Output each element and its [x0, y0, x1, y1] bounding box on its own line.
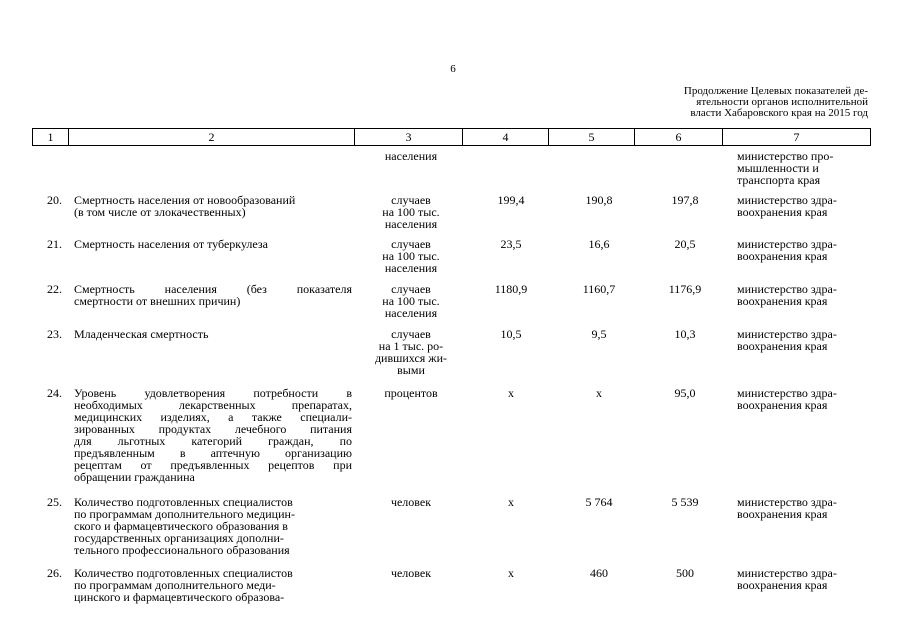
- responsible-line: воохранения края: [737, 205, 828, 219]
- indicator-name-line: рецептам от предъявленных рецептов при: [74, 458, 352, 472]
- column-header-4: 4: [463, 129, 549, 146]
- unit-line: случаев: [391, 193, 431, 207]
- indicator-name-line: необходимых лекарственных препаратах,: [74, 398, 352, 412]
- value-col6: 10,3: [674, 327, 696, 341]
- column-header-2: 2: [69, 129, 355, 146]
- column-header-row: [33, 129, 871, 146]
- indicator-name-line: Смертность населения от новообразований: [74, 193, 296, 207]
- unit-line: на 100 тыс.: [382, 205, 440, 219]
- responsible-body: [737, 238, 872, 262]
- responsible-line: воохранения края: [737, 294, 828, 308]
- value-col5: 1160,7: [582, 282, 616, 296]
- responsible-body: [737, 387, 872, 411]
- value-col4: 1180,9: [494, 282, 528, 296]
- unit-line: населения: [384, 217, 438, 231]
- unit: [364, 387, 458, 399]
- responsible-line: министерство здра-: [737, 282, 837, 296]
- indicator-name-line: государственных организациях дополни-: [74, 531, 284, 545]
- indicator-name-line: обращении гражданина: [74, 470, 195, 484]
- responsible-body: [737, 283, 872, 307]
- unit-line: человек: [390, 495, 432, 509]
- indicator-name-line: медицинских изделиях, а также специали-: [74, 410, 352, 424]
- row-number: 22.: [47, 282, 62, 296]
- row-number: 26.: [47, 566, 62, 580]
- responsible-line: воохранения края: [737, 507, 828, 521]
- value-col4: х: [508, 386, 514, 400]
- value-col5: 16,6: [588, 237, 610, 251]
- value-col4: 23,5: [500, 237, 522, 251]
- unit-line: человек: [390, 566, 432, 580]
- value-col5: 460: [590, 566, 608, 580]
- unit-line: выми: [397, 363, 425, 377]
- responsible-line: министерство здра-: [737, 237, 837, 251]
- indicator-name-line: смертности от внешних причин): [74, 294, 241, 308]
- continuation-title-line: Продолжение Целевых показателей де-: [683, 85, 868, 97]
- indicator-name-line: Уровень удовлетворения потребности в: [74, 386, 352, 400]
- carryover-responsible: [737, 150, 872, 186]
- value-col6: 95,0: [674, 386, 696, 400]
- column-header-6: 6: [635, 129, 723, 146]
- column-header-7: 7: [723, 129, 871, 146]
- indicator-name-line: Количество подготовленных специалистов: [74, 495, 293, 509]
- responsible-line: министерство здра-: [737, 495, 837, 509]
- value-col6: 20,5: [674, 237, 696, 251]
- unit-line: дившихся жи-: [374, 351, 448, 365]
- indicator-name: [74, 387, 352, 483]
- indicator-name-line: по программам дополнительного медицин-: [74, 507, 295, 521]
- row-number: 24.: [47, 386, 62, 400]
- value-col6: 1176,9: [668, 282, 702, 296]
- continuation-title: [600, 86, 868, 119]
- column-header-5: 5: [549, 129, 635, 146]
- row-number: 21.: [47, 237, 62, 251]
- responsible-line: министерство здра-: [737, 386, 837, 400]
- unit: [364, 496, 458, 508]
- carryover-responsible-line: транспорта края: [737, 173, 821, 187]
- carryover-responsible-line: мышленности и: [737, 161, 819, 175]
- indicator-name-line: по программам дополнительного меди-: [74, 578, 276, 592]
- indicator-name-line: Смертность населения (без показателя: [74, 282, 352, 296]
- value-col5: х: [596, 386, 602, 400]
- indicator-name-line: (в том числе от злокачественных): [74, 205, 246, 219]
- unit-line: населения: [384, 306, 438, 320]
- indicator-name-line: тельного профессионального образования: [74, 543, 290, 557]
- unit: [364, 283, 458, 319]
- unit-line: на 100 тыс.: [382, 249, 440, 263]
- responsible-body: [737, 328, 872, 352]
- continuation-title-line: ятельности органов исполнительной: [696, 96, 868, 108]
- continuation-title-line: власти Хабаровского края на 2015 год: [690, 107, 868, 119]
- row-number: 23.: [47, 327, 62, 341]
- indicator-name: [74, 496, 352, 556]
- value-col6: 5 539: [671, 495, 699, 509]
- indicator-name: [74, 238, 352, 250]
- responsible-body: [737, 496, 872, 520]
- responsible-body: [737, 567, 872, 591]
- value-col5: 190,8: [585, 193, 613, 207]
- responsible-body: [737, 194, 872, 218]
- carryover-unit: [364, 150, 458, 162]
- value-col4: х: [508, 566, 514, 580]
- value-col5: 9,5: [591, 327, 607, 341]
- row-number: 25.: [47, 495, 62, 509]
- indicator-name: [74, 194, 352, 218]
- value-col6: 197,8: [671, 193, 699, 207]
- column-header-table: [32, 128, 871, 146]
- value-col5: 5 764: [585, 495, 613, 509]
- indicator-name-line: предъявленным в аптечную организацию: [74, 446, 352, 460]
- responsible-line: воохранения края: [737, 249, 828, 263]
- value-col4: 10,5: [500, 327, 522, 341]
- carryover-unit-line: населения: [384, 149, 438, 163]
- indicator-name-line: Смертность населения от туберкулеза: [74, 237, 268, 251]
- value-col4: 199,4: [497, 193, 525, 207]
- page-number: 6: [450, 63, 456, 75]
- responsible-line: воохранения края: [737, 339, 828, 353]
- indicator-name-line: зированных продуктах лечебного питания: [74, 422, 352, 436]
- unit-line: процентов: [384, 386, 438, 400]
- responsible-line: воохранения края: [737, 398, 828, 412]
- unit: [364, 328, 458, 376]
- unit: [364, 567, 458, 579]
- carryover-responsible-line: министерство про-: [737, 149, 834, 163]
- indicator-name-line: Количество подготовленных специалистов: [74, 566, 293, 580]
- unit-line: случаев: [391, 282, 431, 296]
- unit-line: случаев: [391, 237, 431, 251]
- column-header-1: 1: [33, 129, 69, 146]
- unit-line: на 1 тыс. ро-: [378, 339, 444, 353]
- indicator-name-line: ского и фармацевтического образования в: [74, 519, 288, 533]
- value-col6: 500: [676, 566, 694, 580]
- indicator-name-line: цинского и фармацевтического образова-: [74, 590, 285, 604]
- indicator-name: [74, 328, 352, 340]
- indicator-name: [74, 567, 352, 603]
- responsible-line: министерство здра-: [737, 566, 837, 580]
- indicator-name-line: для льготных категорий граждан, по: [74, 434, 352, 448]
- indicator-name-line: Младенческая смертность: [74, 327, 209, 341]
- unit: [364, 238, 458, 274]
- responsible-line: министерство здра-: [737, 327, 837, 341]
- unit: [364, 194, 458, 230]
- indicator-name: [74, 283, 352, 307]
- unit-line: случаев: [391, 327, 431, 341]
- value-col4: х: [508, 495, 514, 509]
- responsible-line: министерство здра-: [737, 193, 837, 207]
- column-header-3: 3: [355, 129, 463, 146]
- responsible-line: воохранения края: [737, 578, 828, 592]
- unit-line: на 100 тыс.: [382, 294, 440, 308]
- unit-line: населения: [384, 261, 438, 275]
- row-number: 20.: [47, 193, 62, 207]
